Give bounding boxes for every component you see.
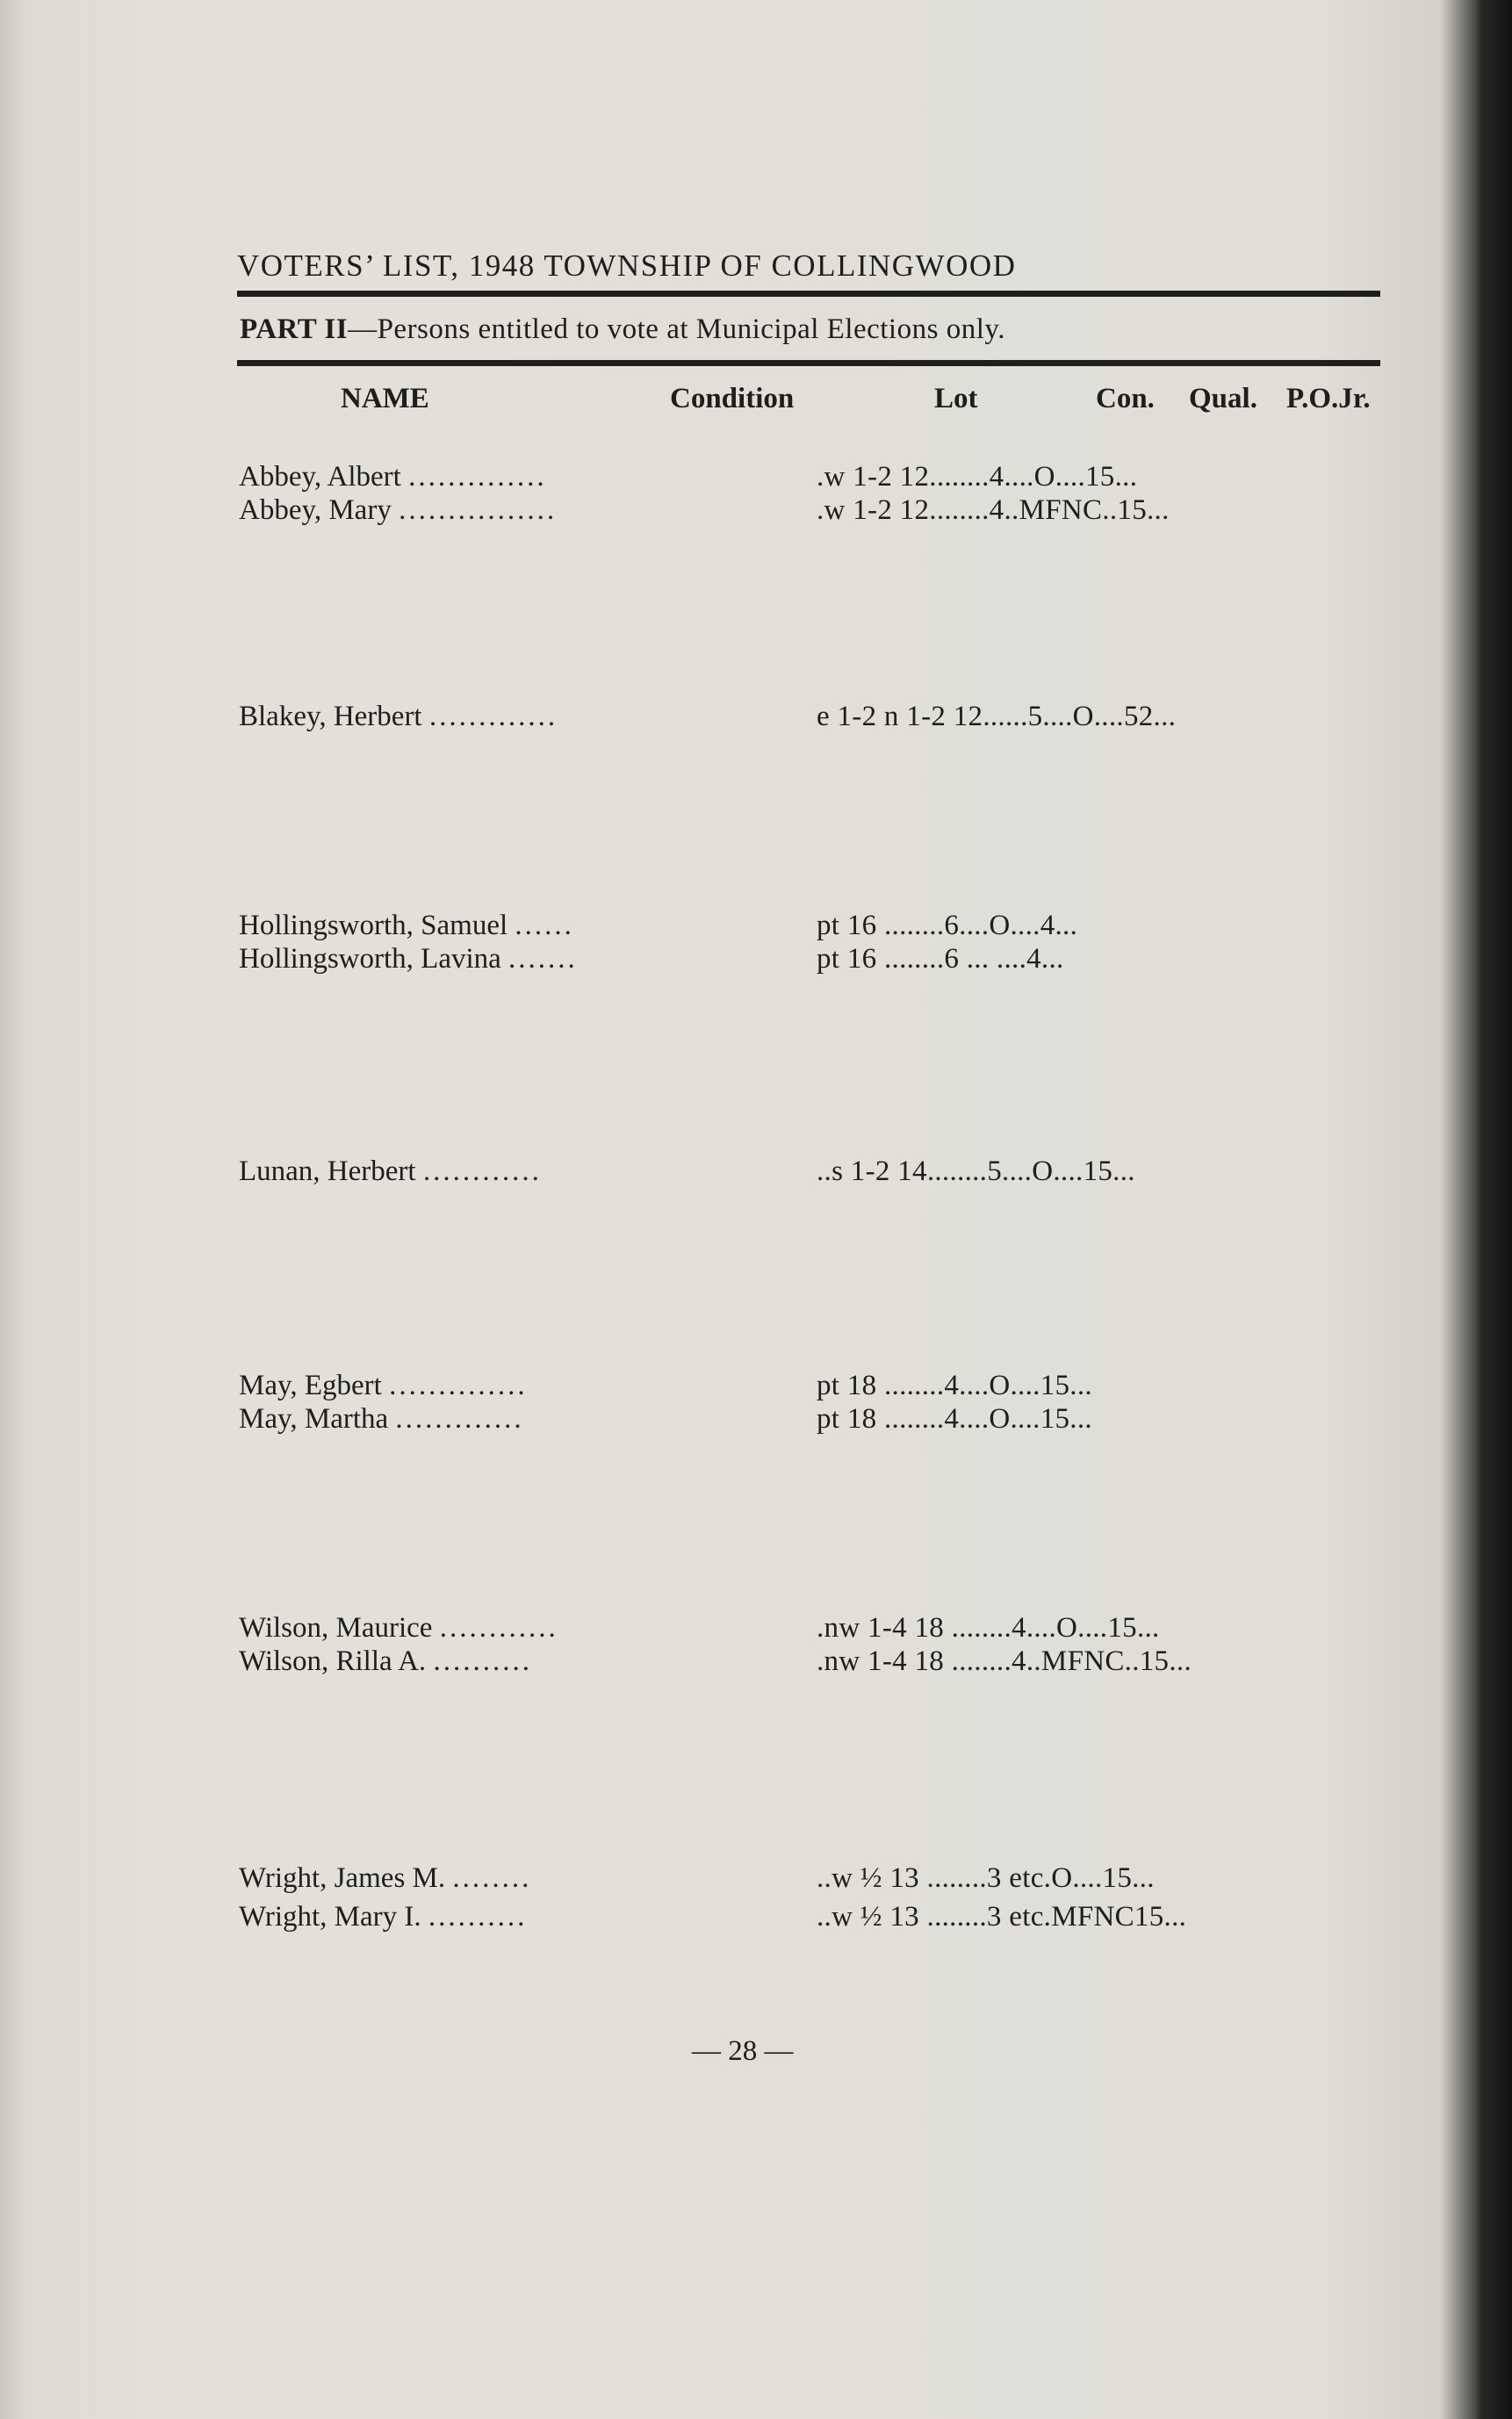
voter-name: Hollingsworth, Lavina <box>239 943 501 975</box>
voter-row <box>0 1403 1512 1438</box>
page-title: VOTERS’ LIST, 1948 TOWNSHIP OF COLLINGWOOD <box>237 248 1017 283</box>
voter-row <box>0 1612 1512 1647</box>
voter-property-details: .nw 1-4 18 ........4..MFNC..15... <box>817 1645 1192 1677</box>
voter-name: May, Martha <box>239 1403 389 1435</box>
voter-name: Abbey, Mary <box>239 494 392 526</box>
page-edge-shadow <box>1475 0 1512 2419</box>
leader-dots: .......... <box>428 1901 528 1933</box>
voter-name: Lunan, Herbert <box>239 1156 416 1187</box>
part-rule <box>237 360 1380 366</box>
voter-row <box>0 910 1512 945</box>
leader-dots: .......... <box>433 1645 532 1677</box>
title-rule <box>237 291 1380 297</box>
column-header-con: Con. <box>1096 383 1155 414</box>
part-description: —Persons entitled to vote at Municipal Elections only. <box>348 313 1005 345</box>
voter-row <box>0 1156 1512 1191</box>
voter-property-details: ..w ½ 13 ........3 etc.O....15... <box>817 1862 1155 1894</box>
leader-dots: ............. <box>428 701 558 732</box>
leader-dots: ................ <box>399 494 558 526</box>
voter-property-details: ..w ½ 13 ........3 etc.MFNC15... <box>817 1901 1187 1933</box>
voter-row <box>0 1862 1512 1897</box>
voter-property-details: pt 16 ........6 ... ....4... <box>817 943 1064 975</box>
column-header-qual: Qual. <box>1189 383 1257 414</box>
page-number: — 28 — <box>692 2035 794 2067</box>
column-header-lot: Lot <box>934 383 978 414</box>
leader-dots: ....... <box>508 943 578 975</box>
voter-name: May, Egbert <box>239 1370 382 1401</box>
voter-property-details: e 1-2 n 1-2 12......5....O....52... <box>817 701 1177 732</box>
voter-row <box>0 1370 1512 1405</box>
voter-name: Blakey, Herbert <box>239 701 422 732</box>
voter-row <box>0 943 1512 978</box>
voter-name: Wright, Mary I. <box>239 1901 421 1933</box>
voter-row <box>0 701 1512 736</box>
voter-property-details: pt 18 ........4....O....15... <box>817 1370 1092 1401</box>
column-header-condition: Condition <box>670 383 795 414</box>
voter-name: Hollingsworth, Samuel <box>239 910 508 941</box>
column-header-name: NAME <box>341 383 429 414</box>
voter-property-details: pt 18 ........4....O....15... <box>817 1403 1092 1435</box>
voter-row <box>0 494 1512 529</box>
leader-dots: ...... <box>515 910 574 941</box>
leader-dots: ............ <box>439 1612 558 1644</box>
leader-dots: .............. <box>408 461 547 493</box>
leader-dots: ........ <box>452 1862 532 1894</box>
leader-dots: ............ <box>422 1156 542 1187</box>
leader-dots: .............. <box>389 1370 528 1401</box>
voter-name: Wilson, Maurice <box>239 1612 433 1644</box>
voter-row <box>0 461 1512 496</box>
part-label: PART II <box>240 313 349 345</box>
part-heading <box>240 313 1005 346</box>
voter-property-details: .w 1-2 12........4..MFNC..15... <box>817 494 1170 526</box>
voter-property-details: ..s 1-2 14........5....O....15... <box>817 1156 1135 1187</box>
column-header-po: P.O.Jr. <box>1286 383 1371 414</box>
voter-row <box>0 1645 1512 1681</box>
voter-property-details: pt 16 ........6....O....4... <box>817 910 1078 941</box>
voter-name: Wright, James M. <box>239 1862 446 1894</box>
voter-property-details: .nw 1-4 18 ........4....O....15... <box>817 1612 1160 1644</box>
voter-name: Abbey, Albert <box>239 461 401 493</box>
voter-name: Wilson, Rilla A. <box>239 1645 427 1677</box>
voter-property-details: .w 1-2 12........4....O....15... <box>817 461 1138 493</box>
leader-dots: ............. <box>395 1403 524 1435</box>
voter-row <box>0 1901 1512 1936</box>
